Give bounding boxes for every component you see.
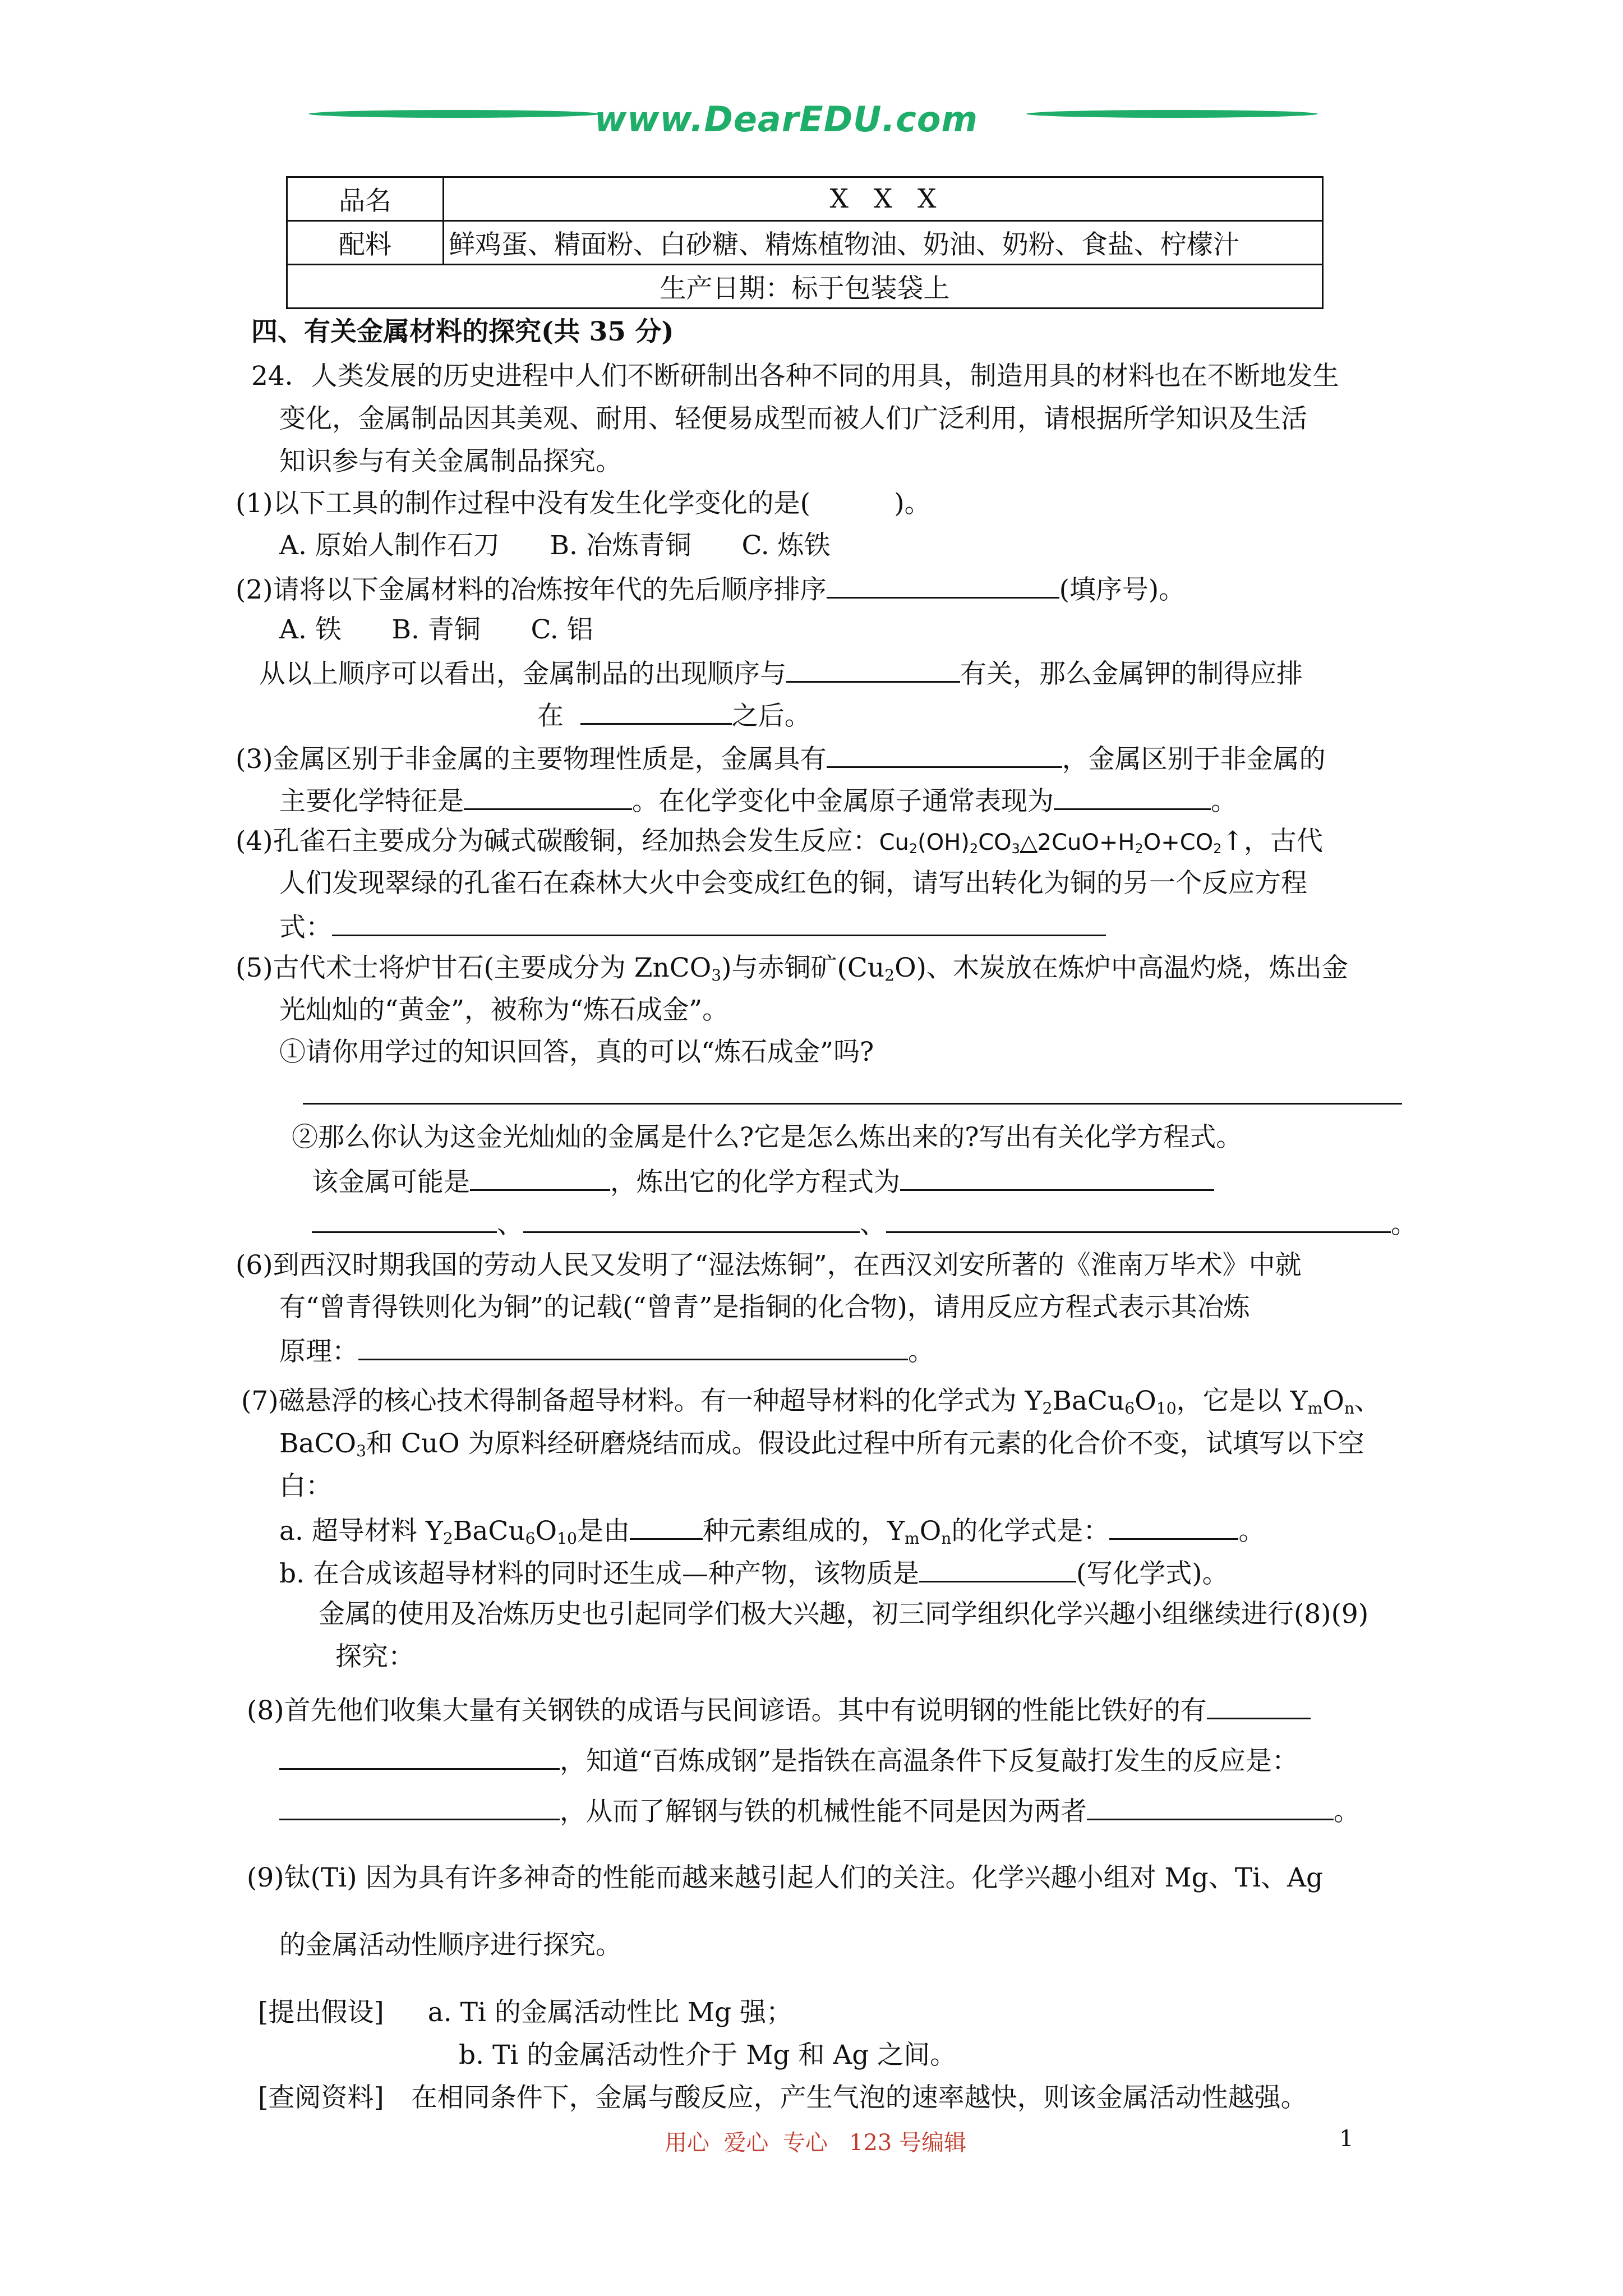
part3a-end: ，金属区别于非金属的	[1062, 744, 1326, 775]
q24-part2	[236, 572, 1185, 606]
q24-part2-options: A. 铁 B. 青铜 C. 铝	[279, 614, 593, 645]
part3a-text: (3)金属区别于非金属的主要物理性质是，金属具有	[236, 744, 827, 775]
table-row	[287, 177, 1323, 221]
q24-part7-d: a. 超导材料 $Y_2BaCu_6O_{10}$是由 种元素组成的，$Y_mO_n$的化学式是： 。	[279, 1513, 1265, 1547]
q24-part1-options: A. 原始人制作石刀 B. 冶炼青铜 C. 炼铁	[279, 530, 831, 561]
table-row	[287, 265, 1323, 309]
hypothesis-tag: [提出假设]	[258, 1997, 384, 2028]
part3b-mid: 。在化学变化中金属原子通常表现为	[632, 786, 1054, 817]
q24-line2: 变化，金属制品因其美观、耐用、轻便易成型而被人们广泛利用，请根据所学知识及生活	[279, 403, 1307, 434]
answer-blank[interactable]	[332, 910, 1106, 936]
q24-part5-c: ①请你用学过的知识回答，真的可以“炼石成金”吗?	[279, 1037, 874, 1068]
part2b-end: 有关，那么金属钾的制得应排	[960, 659, 1303, 689]
answer-blank[interactable]	[827, 572, 1059, 599]
part5e-mid: ，炼出它的化学方程式为	[610, 1167, 900, 1198]
page-number: 1	[1339, 2126, 1354, 2152]
cell-production-date: 生产日期：标于包装袋上	[287, 265, 1323, 309]
answer-blank[interactable]	[580, 698, 732, 725]
q24-part5-f: 、 、 。	[312, 1207, 1417, 1240]
product-info-table	[286, 176, 1324, 309]
part2c-end: 之后。	[731, 701, 811, 731]
answer-blank[interactable]	[279, 1743, 560, 1770]
q24-part3-a	[236, 742, 1326, 775]
q24-part4-b: 人们发现翠绿的孔雀石在森林大火中会变成红色的铜，请写出转化为铜的另一个反应方程	[279, 868, 1307, 899]
part6c-end: 。	[908, 1336, 934, 1367]
equation: $Cu_2(OH)_2CO_3\triangle 2CuO+H_2O+CO_2$	[879, 830, 1222, 857]
header-left-swoosh	[308, 110, 600, 118]
answer-blank[interactable]	[1087, 1794, 1334, 1820]
part2-text: (2)请将以下金属材料的冶炼按年代的先后顺序排序	[236, 574, 827, 605]
cell-label-ingredients: 配料	[287, 221, 444, 265]
part3b-text: 主要化学特征是	[279, 786, 464, 817]
part3b-end: 。	[1211, 786, 1237, 817]
part4a-end: ↑，古代	[1221, 826, 1323, 857]
q24-part6-c	[279, 1334, 934, 1368]
q24-part5-a: (5)古代术士将炉甘石(主要成分为 ZnCO$_3$)与赤铜矿$(Cu_2O)$、木炭放在炼炉中高温灼烧，炼出金	[236, 953, 1348, 985]
table-row	[287, 221, 1323, 265]
cell-label-name: 品名	[287, 177, 444, 221]
q24-part7-e: b. 在合成该超导材料的同时还生成—种产物，该物质是 (写化学式)。	[279, 1556, 1229, 1590]
part2c-text: 在	[537, 701, 564, 731]
answer-blank[interactable]	[886, 1207, 1391, 1233]
answer-line[interactable]	[303, 1103, 1402, 1105]
q24-part5-e	[312, 1165, 1214, 1198]
reference-tag: [查阅资料]	[258, 2082, 384, 2113]
part2-end: (填序号)。	[1059, 574, 1186, 605]
q24-part5-d: ②那么你认为这金光灿灿的金属是什么?它是怎么炼出来的?写出有关化学方程式。	[292, 1122, 1243, 1153]
q24-part9-e: [查阅资料] 在相同条件下，金属与酸反应，产生气泡的速率越快，则该金属活动性越强。	[258, 2082, 1307, 2113]
q24-part3-b	[279, 784, 1237, 817]
cell-value-name: X X X	[444, 177, 1323, 221]
answer-blank[interactable]	[630, 1513, 703, 1540]
answer-blank[interactable]	[900, 1165, 1214, 1191]
heat-symbol: △	[1020, 830, 1038, 855]
q24-part5-b: 光灿灿的“黄金”，被称为“炼石成金”。	[279, 995, 729, 1025]
q24-line3: 知识参与有关金属制品探究。	[279, 446, 622, 477]
answer-blank[interactable]	[470, 1165, 610, 1191]
answer-blank[interactable]	[358, 1334, 908, 1360]
q24-part7-b: BaCO$_3$和 CuO 为原料经研磨烧结而成。假设此过程中所有元素的化合价不变，试填写以下空	[279, 1428, 1364, 1461]
q24-part2-b	[259, 656, 1303, 690]
q24-part6-b: 有“曾青得铁则化为铜”的记载(“曾青”是指铜的化合物)，请用反应方程式表示其冶炼	[279, 1292, 1250, 1323]
site-logo: www.DearEDU.com	[594, 99, 979, 140]
footer-text: 用心 爱心 专心 123 号编辑	[665, 2130, 967, 2156]
answer-blank[interactable]	[1054, 784, 1211, 810]
q24-part4-a	[236, 826, 1323, 858]
cell-value-ingredients: 鲜鸡蛋、精面粉、白砂糖、精炼植物油、奶油、奶粉、食盐、柠檬汁	[444, 221, 1323, 265]
answer-blank[interactable]	[919, 1556, 1076, 1582]
answer-blank[interactable]	[312, 1207, 497, 1233]
q24-part8-a: (8)首先他们收集大量有关钢铁的成语与民间谚语。其中有说明钢的性能比铁好的有	[247, 1693, 1311, 1727]
answer-blank[interactable]	[786, 656, 960, 683]
q24-part1: (1)以下工具的制作过程中没有发生化学变化的是( )。	[236, 488, 931, 519]
q24-part7-a: (7)磁悬浮的核心技术得制备超导材料。有一种超导材料的化学式为 $Y_2BaCu_6O_{10}$，它是以 $Y_mO_n$、	[241, 1386, 1381, 1418]
q24-part7-c: 白：	[279, 1471, 332, 1502]
q24-line1: 24．人类发展的历史进程中人们不断研制出各种不同的用具，制造用具的材料也在不断地发生	[251, 361, 1339, 392]
part4c-text: 式：	[279, 912, 332, 943]
q24-part9-a: (9)钛(Ti) 因为具有许多神奇的性能而越来越引起人们的关注。化学兴趣小组对 Mg、Ti、Ag	[247, 1862, 1324, 1893]
header-right-swoosh	[1026, 110, 1318, 118]
answer-blank[interactable]	[464, 784, 632, 810]
answer-blank[interactable]	[1207, 1693, 1311, 1719]
answer-blank[interactable]	[523, 1207, 860, 1233]
q24-part7-f: 金属的使用及冶炼历史也引起同学们极大兴趣，初三同学组织化学兴趣小组继续进行(8)(9)	[319, 1599, 1369, 1630]
q24-part9-b: 的金属活动性顺序进行探究。	[279, 1930, 622, 1961]
answer-blank[interactable]	[827, 742, 1062, 768]
q24-part9-d: b. Ti 的金属活动性介于 Mg 和 Ag 之间。	[459, 2040, 957, 2070]
answer-blank[interactable]	[1109, 1513, 1238, 1540]
q24-part8-c: ，从而了解钢与铁的机械性能不同是因为两者 。	[279, 1794, 1360, 1828]
q24-part2-c	[537, 698, 811, 732]
q24-part8-b: ，知道“百炼成钢”是指铁在高温条件下反复敲打发生的反应是：	[279, 1743, 1298, 1777]
answer-blank[interactable]	[279, 1794, 560, 1820]
section-title: 四、有关金属材料的探究(共 35 分)	[251, 316, 674, 347]
part2b-text: 从以上顺序可以看出，金属制品的出现顺序与	[259, 659, 786, 689]
q24-part9-c: [提出假设] a. Ti 的金属活动性比 Mg 强；	[258, 1997, 792, 2028]
q24-part7-g: 探究：	[335, 1641, 414, 1672]
part5e-text: 该金属可能是	[312, 1167, 470, 1198]
q24-part4-c	[279, 910, 1106, 944]
part4a-text: (4)孔雀石主要成分为碱式碳酸铜，经加热会发生反应：	[236, 826, 879, 857]
q24-part6-a: (6)到西汉时期我国的劳动人民又发明了“湿法炼铜”，在西汉刘安所著的《淮南万毕术》中就	[236, 1250, 1302, 1281]
part6c-text: 原理：	[279, 1336, 358, 1367]
